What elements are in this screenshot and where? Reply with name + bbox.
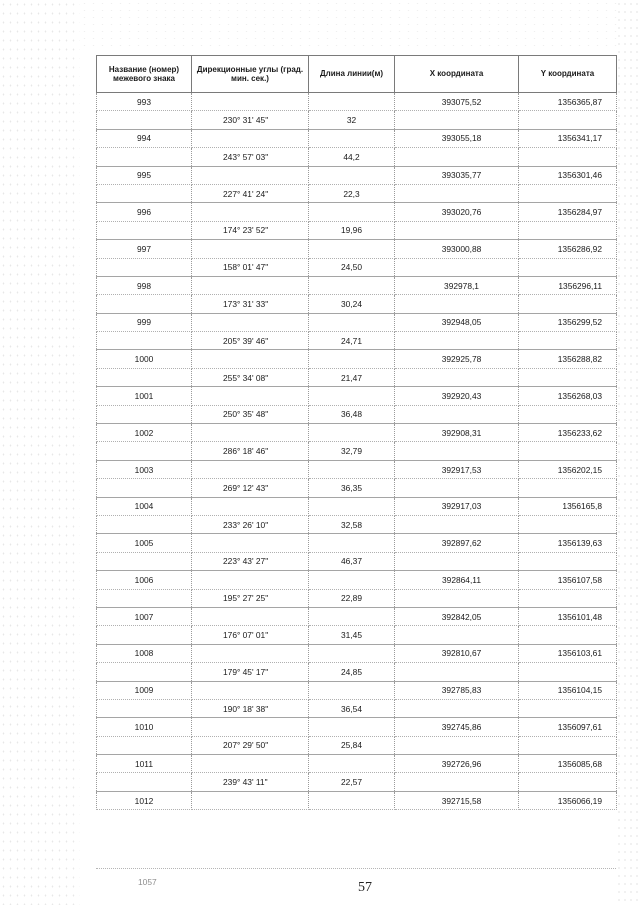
angle-cell: 174° 23' 52" <box>192 221 309 239</box>
x-coordinate-cell: 393020,76 <box>395 203 519 221</box>
y-coordinate-cell: 1356103,61 <box>519 644 617 662</box>
x-coordinate-cell: 393075,52 <box>395 93 519 111</box>
y-coordinate-cell <box>519 295 617 313</box>
table-row-segment <box>97 773 617 791</box>
x-coordinate-cell <box>395 515 519 533</box>
angle-cell: 158° 01' 47" <box>192 258 309 276</box>
length-cell: 36,35 <box>309 479 395 497</box>
y-coordinate-cell: 1356288,82 <box>519 350 617 368</box>
length-cell: 22,57 <box>309 773 395 791</box>
x-coordinate-cell <box>395 736 519 754</box>
boundary-coordinates-table <box>96 55 617 810</box>
angle-cell: 239° 43' 11" <box>192 773 309 791</box>
x-coordinate-cell <box>395 479 519 497</box>
angle-cell <box>192 350 309 368</box>
angle-cell <box>192 791 309 809</box>
table-row-point <box>97 93 617 111</box>
point-name-cell <box>97 552 192 570</box>
length-cell: 24,71 <box>309 332 395 350</box>
angle-cell: 179° 45' 17" <box>192 663 309 681</box>
y-coordinate-cell: 1356268,03 <box>519 387 617 405</box>
point-name-cell <box>97 184 192 202</box>
length-cell <box>309 93 395 111</box>
length-cell <box>309 718 395 736</box>
angle-cell <box>192 755 309 773</box>
length-cell: 32,79 <box>309 442 395 460</box>
point-name-cell: 1007 <box>97 607 192 625</box>
table-row-segment <box>97 405 617 423</box>
table-row-segment <box>97 221 617 239</box>
angle-cell: 223° 43' 27" <box>192 552 309 570</box>
point-name-cell <box>97 626 192 644</box>
angle-cell: 250° 35' 48" <box>192 405 309 423</box>
length-cell: 36,54 <box>309 699 395 717</box>
table-row-point <box>97 460 617 478</box>
y-coordinate-cell: 1356104,15 <box>519 681 617 699</box>
angle-cell <box>192 607 309 625</box>
point-name-cell: 995 <box>97 166 192 184</box>
angle-cell <box>192 718 309 736</box>
length-cell: 30,24 <box>309 295 395 313</box>
length-cell <box>309 791 395 809</box>
length-cell: 21,47 <box>309 368 395 386</box>
header-directional-angles: Дирекционные углы (град. мин. сек.) <box>192 56 309 93</box>
angle-cell: 286° 18' 46" <box>192 442 309 460</box>
point-name-cell <box>97 332 192 350</box>
length-cell <box>309 129 395 147</box>
point-name-cell: 1003 <box>97 460 192 478</box>
x-coordinate-cell <box>395 442 519 460</box>
point-name-cell <box>97 148 192 166</box>
y-coordinate-cell: 1356341,17 <box>519 129 617 147</box>
table-row-segment <box>97 589 617 607</box>
point-name-cell: 993 <box>97 93 192 111</box>
angle-cell <box>192 203 309 221</box>
y-coordinate-cell: 1356107,58 <box>519 571 617 589</box>
angle-cell <box>192 681 309 699</box>
length-cell <box>309 497 395 515</box>
x-coordinate-cell <box>395 663 519 681</box>
length-cell <box>309 755 395 773</box>
y-coordinate-cell: 1356066,19 <box>519 791 617 809</box>
table-row-segment <box>97 295 617 313</box>
y-coordinate-cell: 1356296,11 <box>519 276 617 294</box>
length-cell <box>309 276 395 294</box>
point-name-cell: 1000 <box>97 350 192 368</box>
x-coordinate-cell: 392726,96 <box>395 755 519 773</box>
x-coordinate-cell: 393000,88 <box>395 240 519 258</box>
point-name-cell: 1010 <box>97 718 192 736</box>
x-coordinate-cell <box>395 295 519 313</box>
length-cell <box>309 313 395 331</box>
x-coordinate-cell <box>395 258 519 276</box>
angle-cell <box>192 424 309 442</box>
table-row-segment <box>97 368 617 386</box>
y-coordinate-cell <box>519 699 617 717</box>
x-coordinate-cell: 392785,83 <box>395 681 519 699</box>
angle-cell <box>192 460 309 478</box>
x-coordinate-cell: 392864,11 <box>395 571 519 589</box>
y-coordinate-cell <box>519 479 617 497</box>
point-name-cell: 1004 <box>97 497 192 515</box>
angle-cell <box>192 166 309 184</box>
table-row-segment <box>97 515 617 533</box>
scan-noise-top <box>80 0 620 52</box>
length-cell <box>309 350 395 368</box>
table-row-segment <box>97 699 617 717</box>
length-cell: 24,50 <box>309 258 395 276</box>
table-row-point <box>97 203 617 221</box>
y-coordinate-cell: 1356097,61 <box>519 718 617 736</box>
point-name-cell: 1001 <box>97 387 192 405</box>
x-coordinate-cell: 392948,05 <box>395 313 519 331</box>
angle-cell <box>192 129 309 147</box>
table-body <box>97 93 617 810</box>
length-cell: 19,96 <box>309 221 395 239</box>
x-coordinate-cell <box>395 368 519 386</box>
x-coordinate-cell: 392917,53 <box>395 460 519 478</box>
angle-cell: 190° 18' 38" <box>192 699 309 717</box>
table-row-point <box>97 387 617 405</box>
x-coordinate-cell: 392920,43 <box>395 387 519 405</box>
table-row-point <box>97 718 617 736</box>
length-cell: 22,3 <box>309 184 395 202</box>
angle-cell <box>192 571 309 589</box>
angle-cell: 176° 07' 01" <box>192 626 309 644</box>
x-coordinate-cell <box>395 221 519 239</box>
table-row-point <box>97 791 617 809</box>
point-name-cell: 998 <box>97 276 192 294</box>
table-row-segment <box>97 442 617 460</box>
y-coordinate-cell <box>519 405 617 423</box>
point-name-cell: 1011 <box>97 755 192 773</box>
length-cell <box>309 166 395 184</box>
x-coordinate-cell: 393035,77 <box>395 166 519 184</box>
scan-noise-left <box>0 0 80 905</box>
angle-cell <box>192 276 309 294</box>
x-coordinate-cell: 393055,18 <box>395 129 519 147</box>
page-number: 57 <box>358 880 372 895</box>
angle-cell <box>192 644 309 662</box>
length-cell: 24,85 <box>309 663 395 681</box>
point-name-cell <box>97 111 192 129</box>
point-name-cell: 1006 <box>97 571 192 589</box>
table-row-segment <box>97 184 617 202</box>
x-coordinate-cell <box>395 332 519 350</box>
x-coordinate-cell: 392842,05 <box>395 607 519 625</box>
point-name-cell <box>97 515 192 533</box>
table-row-point <box>97 644 617 662</box>
angle-cell: 227° 41' 24" <box>192 184 309 202</box>
x-coordinate-cell <box>395 699 519 717</box>
point-name-cell: 994 <box>97 129 192 147</box>
point-name-cell <box>97 221 192 239</box>
x-coordinate-cell <box>395 589 519 607</box>
angle-cell <box>192 240 309 258</box>
length-cell: 36,48 <box>309 405 395 423</box>
y-coordinate-cell: 1356286,92 <box>519 240 617 258</box>
y-coordinate-cell <box>519 258 617 276</box>
x-coordinate-cell: 392745,86 <box>395 718 519 736</box>
x-coordinate-cell <box>395 626 519 644</box>
table-row-segment <box>97 663 617 681</box>
table-row-point <box>97 129 617 147</box>
y-coordinate-cell <box>519 736 617 754</box>
y-coordinate-cell <box>519 663 617 681</box>
length-cell <box>309 240 395 258</box>
x-coordinate-cell <box>395 405 519 423</box>
y-coordinate-cell <box>519 148 617 166</box>
angle-cell: 255° 34' 08" <box>192 368 309 386</box>
angle-cell: 205° 39' 46" <box>192 332 309 350</box>
angle-cell <box>192 387 309 405</box>
point-name-cell <box>97 368 192 386</box>
y-coordinate-cell <box>519 626 617 644</box>
point-name-cell <box>97 589 192 607</box>
point-name-cell: 1005 <box>97 534 192 552</box>
y-coordinate-cell: 1356365,87 <box>519 93 617 111</box>
y-coordinate-cell <box>519 332 617 350</box>
table-header-row <box>97 56 617 93</box>
y-coordinate-cell: 1356284,97 <box>519 203 617 221</box>
length-cell: 46,37 <box>309 552 395 570</box>
table-row-point <box>97 571 617 589</box>
length-cell <box>309 460 395 478</box>
table-row-segment <box>97 111 617 129</box>
point-name-cell <box>97 295 192 313</box>
y-coordinate-cell <box>519 184 617 202</box>
length-cell: 25,84 <box>309 736 395 754</box>
y-coordinate-cell: 1356301,46 <box>519 166 617 184</box>
length-cell <box>309 681 395 699</box>
x-coordinate-cell: 392897,62 <box>395 534 519 552</box>
point-name-cell: 1012 <box>97 791 192 809</box>
y-coordinate-cell: 1356233,62 <box>519 424 617 442</box>
point-name-cell <box>97 405 192 423</box>
point-name-cell <box>97 699 192 717</box>
y-coordinate-cell: 1356299,52 <box>519 313 617 331</box>
length-cell <box>309 607 395 625</box>
length-cell <box>309 534 395 552</box>
y-coordinate-cell <box>519 552 617 570</box>
length-cell: 22,89 <box>309 589 395 607</box>
x-coordinate-cell: 392810,67 <box>395 644 519 662</box>
length-cell <box>309 644 395 662</box>
table-row-point <box>97 424 617 442</box>
length-cell: 44,2 <box>309 148 395 166</box>
table-row-point <box>97 755 617 773</box>
point-name-cell <box>97 258 192 276</box>
header-y-coordinate: Y координата <box>519 56 617 93</box>
point-name-cell: 1008 <box>97 644 192 662</box>
x-coordinate-cell <box>395 148 519 166</box>
x-coordinate-cell: 392715,58 <box>395 791 519 809</box>
table-row-point <box>97 534 617 552</box>
y-coordinate-cell: 1356202,15 <box>519 460 617 478</box>
point-name-cell <box>97 479 192 497</box>
length-cell <box>309 424 395 442</box>
x-coordinate-cell <box>395 773 519 791</box>
table-row-point <box>97 276 617 294</box>
angle-cell: 243° 57' 03" <box>192 148 309 166</box>
angle-cell: 207° 29' 50" <box>192 736 309 754</box>
table-row-segment <box>97 148 617 166</box>
angle-cell <box>192 93 309 111</box>
y-coordinate-cell: 1356085,68 <box>519 755 617 773</box>
angle-cell <box>192 497 309 515</box>
y-coordinate-cell <box>519 111 617 129</box>
length-cell <box>309 203 395 221</box>
table-row-segment <box>97 332 617 350</box>
point-name-cell <box>97 663 192 681</box>
x-coordinate-cell: 392978,1 <box>395 276 519 294</box>
length-cell: 32,58 <box>309 515 395 533</box>
table-row-point <box>97 497 617 515</box>
table-row-segment <box>97 736 617 754</box>
y-coordinate-cell <box>519 773 617 791</box>
partial-point-name: 1057 <box>138 877 157 887</box>
length-cell <box>309 571 395 589</box>
table-row-point <box>97 166 617 184</box>
table-row-point <box>97 350 617 368</box>
point-name-cell: 1009 <box>97 681 192 699</box>
angle-cell: 173° 31' 33" <box>192 295 309 313</box>
angle-cell <box>192 313 309 331</box>
header-line-length: Длина линии(м) <box>309 56 395 93</box>
angle-cell: 233° 26' 10" <box>192 515 309 533</box>
length-cell: 32 <box>309 111 395 129</box>
point-name-cell <box>97 442 192 460</box>
angle-cell: 230° 31' 45" <box>192 111 309 129</box>
table-row-segment <box>97 552 617 570</box>
table-row-point <box>97 313 617 331</box>
angle-cell <box>192 534 309 552</box>
point-name-cell: 999 <box>97 313 192 331</box>
y-coordinate-cell <box>519 442 617 460</box>
scan-noise-right <box>616 0 640 905</box>
x-coordinate-cell: 392908,31 <box>395 424 519 442</box>
table-row-point <box>97 681 617 699</box>
table-row-point <box>97 240 617 258</box>
point-name-cell <box>97 736 192 754</box>
table-row-segment <box>97 626 617 644</box>
partial-next-row <box>96 868 616 891</box>
y-coordinate-cell <box>519 368 617 386</box>
y-coordinate-cell <box>519 589 617 607</box>
y-coordinate-cell: 1356165,8 <box>519 497 617 515</box>
header-x-coordinate: X координата <box>395 56 519 93</box>
y-coordinate-cell: 1356139,63 <box>519 534 617 552</box>
x-coordinate-cell <box>395 184 519 202</box>
length-cell <box>309 387 395 405</box>
x-coordinate-cell: 392917,03 <box>395 497 519 515</box>
point-name-cell: 996 <box>97 203 192 221</box>
angle-cell: 269° 12' 43" <box>192 479 309 497</box>
length-cell: 31,45 <box>309 626 395 644</box>
table-row-point <box>97 607 617 625</box>
x-coordinate-cell <box>395 111 519 129</box>
x-coordinate-cell <box>395 552 519 570</box>
table-row-segment <box>97 258 617 276</box>
angle-cell: 195° 27' 25" <box>192 589 309 607</box>
header-point-name: Название (номер) межевого знака <box>97 56 192 93</box>
y-coordinate-cell <box>519 221 617 239</box>
y-coordinate-cell: 1356101,48 <box>519 607 617 625</box>
point-name-cell: 1002 <box>97 424 192 442</box>
y-coordinate-cell <box>519 515 617 533</box>
table-row-segment <box>97 479 617 497</box>
point-name-cell: 997 <box>97 240 192 258</box>
x-coordinate-cell: 392925,78 <box>395 350 519 368</box>
point-name-cell <box>97 773 192 791</box>
